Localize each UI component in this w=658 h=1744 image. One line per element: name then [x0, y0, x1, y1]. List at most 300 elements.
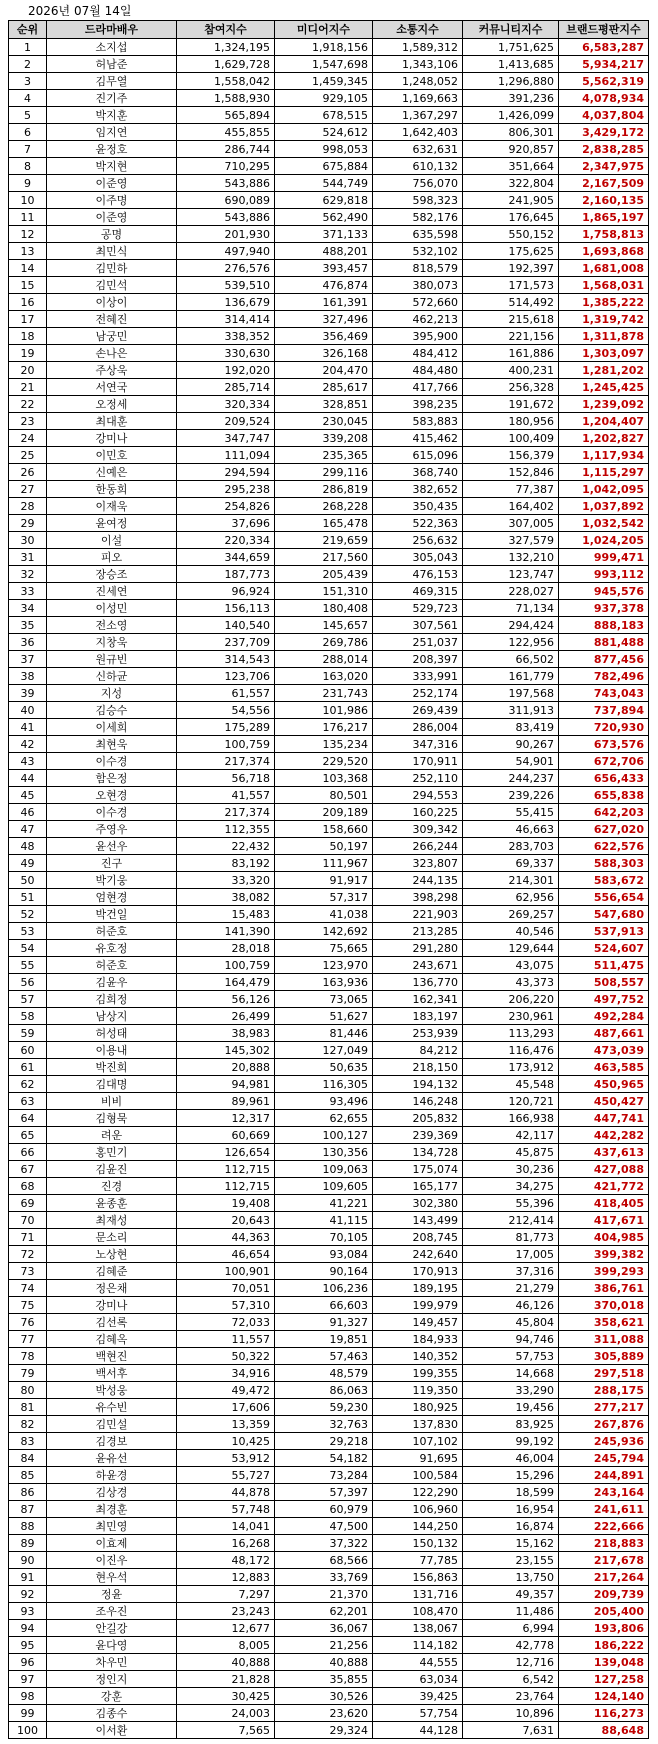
rank-cell: 20	[9, 362, 47, 379]
actor-name-cell: 김민석	[47, 277, 177, 294]
media-cell: 50,635	[275, 1059, 373, 1076]
rank-cell: 78	[9, 1348, 47, 1365]
table-row	[9, 957, 649, 974]
communication-cell: 610,132	[373, 158, 463, 175]
media-cell: 176,217	[275, 719, 373, 736]
communication-cell: 398,235	[373, 396, 463, 413]
participation-cell: 44,878	[177, 1484, 275, 1501]
table-row	[9, 226, 649, 243]
participation-cell: 710,295	[177, 158, 275, 175]
communication-cell: 184,933	[373, 1331, 463, 1348]
rank-cell: 74	[9, 1280, 47, 1297]
community-cell: 7,631	[463, 1722, 559, 1739]
media-cell: 57,317	[275, 889, 373, 906]
brand-reputation-cell: 5,562,319	[559, 73, 649, 90]
participation-cell: 15,483	[177, 906, 275, 923]
table-row	[9, 277, 649, 294]
communication-cell: 269,439	[373, 702, 463, 719]
community-cell: 920,857	[463, 141, 559, 158]
table-row	[9, 668, 649, 685]
community-cell: 171,573	[463, 277, 559, 294]
table-header-row	[9, 21, 649, 39]
actor-name-cell: 이민호	[47, 447, 177, 464]
rank-cell: 21	[9, 379, 47, 396]
communication-cell: 156,863	[373, 1569, 463, 1586]
actor-name-cell: 이설	[47, 532, 177, 549]
community-cell: 45,804	[463, 1314, 559, 1331]
brand-reputation-cell: 497,752	[559, 991, 649, 1008]
community-cell: 55,415	[463, 804, 559, 821]
brand-reputation-cell: 1,758,813	[559, 226, 649, 243]
community-cell: 550,152	[463, 226, 559, 243]
rank-cell: 95	[9, 1637, 47, 1654]
rank-cell: 75	[9, 1297, 47, 1314]
table-row	[9, 702, 649, 719]
communication-cell: 44,128	[373, 1722, 463, 1739]
table-row	[9, 260, 649, 277]
actor-name-cell: 윤다영	[47, 1637, 177, 1654]
actor-name-cell: 원규빈	[47, 651, 177, 668]
participation-cell: 56,126	[177, 991, 275, 1008]
table-row	[9, 923, 649, 940]
community-cell: 54,901	[463, 753, 559, 770]
participation-cell: 112,715	[177, 1178, 275, 1195]
rank-cell: 67	[9, 1161, 47, 1178]
communication-cell: 266,244	[373, 838, 463, 855]
media-cell: 51,627	[275, 1008, 373, 1025]
table-body	[9, 39, 649, 1739]
actor-name-cell: 피오	[47, 549, 177, 566]
table-row	[9, 1433, 649, 1450]
actor-name-cell: 박건일	[47, 906, 177, 923]
participation-cell: 20,643	[177, 1212, 275, 1229]
participation-cell: 187,773	[177, 566, 275, 583]
community-cell: 46,663	[463, 821, 559, 838]
communication-cell: 180,925	[373, 1399, 463, 1416]
actor-name-cell: 유호정	[47, 940, 177, 957]
communication-cell: 291,280	[373, 940, 463, 957]
actor-name-cell: 공명	[47, 226, 177, 243]
rank-cell: 8	[9, 158, 47, 175]
actor-name-cell: 진세연	[47, 583, 177, 600]
media-cell: 929,105	[275, 90, 373, 107]
media-cell: 285,617	[275, 379, 373, 396]
participation-cell: 201,930	[177, 226, 275, 243]
actor-name-cell: 남상지	[47, 1008, 177, 1025]
communication-cell: 131,716	[373, 1586, 463, 1603]
rank-cell: 93	[9, 1603, 47, 1620]
table-row	[9, 1705, 649, 1722]
brand-reputation-cell: 127,258	[559, 1671, 649, 1688]
communication-cell: 347,316	[373, 736, 463, 753]
communication-cell: 84,212	[373, 1042, 463, 1059]
rank-cell: 24	[9, 430, 47, 447]
brand-reputation-cell: 492,284	[559, 1008, 649, 1025]
rank-cell: 70	[9, 1212, 47, 1229]
communication-cell: 149,457	[373, 1314, 463, 1331]
media-cell: 356,469	[275, 328, 373, 345]
participation-cell: 294,594	[177, 464, 275, 481]
participation-cell: 220,334	[177, 532, 275, 549]
brand-reputation-cell: 622,576	[559, 838, 649, 855]
media-cell: 48,579	[275, 1365, 373, 1382]
rank-cell: 50	[9, 872, 47, 889]
community-cell: 322,804	[463, 175, 559, 192]
table-row	[9, 1586, 649, 1603]
brand-reputation-cell: 487,661	[559, 1025, 649, 1042]
community-cell: 34,275	[463, 1178, 559, 1195]
communication-cell: 1,642,403	[373, 124, 463, 141]
communication-cell: 199,979	[373, 1297, 463, 1314]
table-row	[9, 73, 649, 90]
actor-name-cell: 주영우	[47, 821, 177, 838]
communication-cell: 469,315	[373, 583, 463, 600]
media-cell: 135,234	[275, 736, 373, 753]
rank-cell: 77	[9, 1331, 47, 1348]
brand-reputation-cell: 437,613	[559, 1144, 649, 1161]
actor-name-cell: 엄현경	[47, 889, 177, 906]
communication-cell: 107,102	[373, 1433, 463, 1450]
actor-name-cell: 이준영	[47, 175, 177, 192]
media-cell: 151,310	[275, 583, 373, 600]
media-cell: 123,970	[275, 957, 373, 974]
rank-cell: 92	[9, 1586, 47, 1603]
brand-reputation-cell: 2,167,509	[559, 175, 649, 192]
rank-cell: 28	[9, 498, 47, 515]
brand-reputation-cell: 1,115,297	[559, 464, 649, 481]
actor-name-cell: 홍민기	[47, 1144, 177, 1161]
community-cell: 192,397	[463, 260, 559, 277]
brand-reputation-cell: 1,568,031	[559, 277, 649, 294]
communication-cell: 462,213	[373, 311, 463, 328]
media-cell: 30,526	[275, 1688, 373, 1705]
brand-reputation-cell: 937,378	[559, 600, 649, 617]
participation-cell: 12,317	[177, 1110, 275, 1127]
rank-cell: 30	[9, 532, 47, 549]
communication-cell: 302,380	[373, 1195, 463, 1212]
rank-cell: 85	[9, 1467, 47, 1484]
table-row	[9, 362, 649, 379]
media-cell: 142,692	[275, 923, 373, 940]
brand-reputation-cell: 358,621	[559, 1314, 649, 1331]
table-row	[9, 804, 649, 821]
communication-cell: 208,745	[373, 1229, 463, 1246]
media-cell: 675,884	[275, 158, 373, 175]
communication-cell: 199,355	[373, 1365, 463, 1382]
community-cell: 1,413,685	[463, 56, 559, 73]
table-row	[9, 1076, 649, 1093]
ranking-table-container	[8, 20, 648, 1739]
brand-reputation-cell: 1,865,197	[559, 209, 649, 226]
table-row	[9, 634, 649, 651]
media-cell: 393,457	[275, 260, 373, 277]
media-cell: 230,045	[275, 413, 373, 430]
media-cell: 50,197	[275, 838, 373, 855]
participation-cell: 320,334	[177, 396, 275, 413]
participation-cell: 50,322	[177, 1348, 275, 1365]
brand-reputation-cell: 193,806	[559, 1620, 649, 1637]
actor-name-cell: 정인지	[47, 1671, 177, 1688]
rank-cell: 26	[9, 464, 47, 481]
community-cell: 55,396	[463, 1195, 559, 1212]
communication-cell: 415,462	[373, 430, 463, 447]
communication-cell: 323,807	[373, 855, 463, 872]
actor-name-cell: 최대훈	[47, 413, 177, 430]
media-cell: 524,612	[275, 124, 373, 141]
participation-cell: 44,363	[177, 1229, 275, 1246]
table-row	[9, 158, 649, 175]
participation-cell: 46,654	[177, 1246, 275, 1263]
actor-name-cell: 비비	[47, 1093, 177, 1110]
rank-cell: 13	[9, 243, 47, 260]
actor-name-cell: 박지훈	[47, 107, 177, 124]
brand-reputation-cell: 673,576	[559, 736, 649, 753]
table-row	[9, 1416, 649, 1433]
community-cell: 23,155	[463, 1552, 559, 1569]
brand-reputation-cell: 547,680	[559, 906, 649, 923]
actor-name-cell: 주상욱	[47, 362, 177, 379]
table-row	[9, 498, 649, 515]
community-cell: 173,912	[463, 1059, 559, 1076]
brand-reputation-cell: 537,913	[559, 923, 649, 940]
actor-name-cell: 진기주	[47, 90, 177, 107]
media-cell: 75,665	[275, 940, 373, 957]
media-cell: 229,520	[275, 753, 373, 770]
table-row	[9, 1399, 649, 1416]
participation-cell: 8,005	[177, 1637, 275, 1654]
brand-reputation-cell: 421,772	[559, 1178, 649, 1195]
participation-cell: 237,709	[177, 634, 275, 651]
participation-cell: 100,759	[177, 957, 275, 974]
rank-cell: 1	[9, 39, 47, 56]
actor-name-cell: 윤정호	[47, 141, 177, 158]
actor-name-cell: 김경보	[47, 1433, 177, 1450]
actor-name-cell: 강훈	[47, 1688, 177, 1705]
community-cell: 18,599	[463, 1484, 559, 1501]
community-cell: 46,126	[463, 1297, 559, 1314]
community-cell: 351,664	[463, 158, 559, 175]
actor-name-cell: 허준호	[47, 957, 177, 974]
communication-cell: 170,913	[373, 1263, 463, 1280]
media-cell: 70,105	[275, 1229, 373, 1246]
participation-cell: 136,679	[177, 294, 275, 311]
actor-name-cell: 이효제	[47, 1535, 177, 1552]
media-cell: 57,397	[275, 1484, 373, 1501]
table-row	[9, 1042, 649, 1059]
rank-cell: 89	[9, 1535, 47, 1552]
community-cell: 12,716	[463, 1654, 559, 1671]
rank-cell: 82	[9, 1416, 47, 1433]
rank-cell: 10	[9, 192, 47, 209]
communication-cell: 244,135	[373, 872, 463, 889]
rank-cell: 38	[9, 668, 47, 685]
participation-cell: 217,374	[177, 804, 275, 821]
communication-cell: 136,770	[373, 974, 463, 991]
rank-cell: 72	[9, 1246, 47, 1263]
community-cell: 23,764	[463, 1688, 559, 1705]
actor-name-cell: 오정세	[47, 396, 177, 413]
rank-cell: 5	[9, 107, 47, 124]
brand-reputation-cell: 588,303	[559, 855, 649, 872]
participation-cell: 24,003	[177, 1705, 275, 1722]
media-cell: 544,749	[275, 175, 373, 192]
brand-reputation-cell: 217,264	[559, 1569, 649, 1586]
community-cell: 37,316	[463, 1263, 559, 1280]
community-cell: 62,956	[463, 889, 559, 906]
rank-cell: 19	[9, 345, 47, 362]
communication-cell: 635,598	[373, 226, 463, 243]
communication-cell: 1,169,663	[373, 90, 463, 107]
actor-name-cell: 서연국	[47, 379, 177, 396]
actor-name-cell: 김상경	[47, 1484, 177, 1501]
table-row	[9, 124, 649, 141]
media-cell: 29,324	[275, 1722, 373, 1739]
media-cell: 41,221	[275, 1195, 373, 1212]
media-cell: 158,660	[275, 821, 373, 838]
table-row	[9, 1450, 649, 1467]
table-row	[9, 1467, 649, 1484]
participation-cell: 94,981	[177, 1076, 275, 1093]
table-row	[9, 294, 649, 311]
rank-cell: 71	[9, 1229, 47, 1246]
rank-cell: 65	[9, 1127, 47, 1144]
actor-name-cell: 윤종훈	[47, 1195, 177, 1212]
rank-cell: 94	[9, 1620, 47, 1637]
community-cell: 400,231	[463, 362, 559, 379]
media-cell: 163,936	[275, 974, 373, 991]
rank-cell: 7	[9, 141, 47, 158]
table-row	[9, 1229, 649, 1246]
brand-reputation-cell: 1,042,095	[559, 481, 649, 498]
brand-reputation-cell: 881,488	[559, 634, 649, 651]
community-cell: 46,004	[463, 1450, 559, 1467]
community-cell: 166,938	[463, 1110, 559, 1127]
rank-cell: 33	[9, 583, 47, 600]
rank-cell: 46	[9, 804, 47, 821]
community-cell: 10,896	[463, 1705, 559, 1722]
media-cell: 62,655	[275, 1110, 373, 1127]
community-cell: 40,546	[463, 923, 559, 940]
community-cell: 327,579	[463, 532, 559, 549]
table-row	[9, 1501, 649, 1518]
media-cell: 328,851	[275, 396, 373, 413]
community-cell: 256,328	[463, 379, 559, 396]
brand-reputation-cell: 450,427	[559, 1093, 649, 1110]
communication-cell: 256,632	[373, 532, 463, 549]
community-cell: 83,419	[463, 719, 559, 736]
actor-name-cell: 백현진	[47, 1348, 177, 1365]
rank-cell: 34	[9, 600, 47, 617]
communication-cell: 150,132	[373, 1535, 463, 1552]
media-cell: 91,327	[275, 1314, 373, 1331]
participation-cell: 145,302	[177, 1042, 275, 1059]
rank-cell: 39	[9, 685, 47, 702]
community-cell: 307,005	[463, 515, 559, 532]
table-row	[9, 566, 649, 583]
participation-cell: 26,499	[177, 1008, 275, 1025]
communication-cell: 91,695	[373, 1450, 463, 1467]
participation-cell: 690,089	[177, 192, 275, 209]
rank-cell: 9	[9, 175, 47, 192]
actor-name-cell: 김대명	[47, 1076, 177, 1093]
actor-name-cell: 차우민	[47, 1654, 177, 1671]
communication-cell: 252,174	[373, 685, 463, 702]
table-row	[9, 583, 649, 600]
communication-cell: 138,067	[373, 1620, 463, 1637]
communication-cell: 44,555	[373, 1654, 463, 1671]
participation-cell: 455,855	[177, 124, 275, 141]
communication-cell: 106,960	[373, 1501, 463, 1518]
rank-cell: 76	[9, 1314, 47, 1331]
actor-name-cell: 신예은	[47, 464, 177, 481]
actor-name-cell: 김승수	[47, 702, 177, 719]
table-row	[9, 1535, 649, 1552]
table-row	[9, 1263, 649, 1280]
participation-cell: 30,425	[177, 1688, 275, 1705]
communication-cell: 1,343,106	[373, 56, 463, 73]
community-cell: 161,779	[463, 668, 559, 685]
communication-cell: 57,754	[373, 1705, 463, 1722]
rank-cell: 14	[9, 260, 47, 277]
actor-name-cell: 허성태	[47, 1025, 177, 1042]
participation-cell: 19,408	[177, 1195, 275, 1212]
communication-cell: 242,640	[373, 1246, 463, 1263]
media-cell: 562,490	[275, 209, 373, 226]
brand-reputation-cell: 370,018	[559, 1297, 649, 1314]
media-cell: 130,356	[275, 1144, 373, 1161]
participation-cell: 49,472	[177, 1382, 275, 1399]
participation-cell: 1,629,728	[177, 56, 275, 73]
table-row	[9, 192, 649, 209]
rank-cell: 100	[9, 1722, 47, 1739]
media-cell: 33,769	[275, 1569, 373, 1586]
media-cell: 1,918,156	[275, 39, 373, 56]
participation-cell: 55,727	[177, 1467, 275, 1484]
participation-cell: 286,744	[177, 141, 275, 158]
brand-reputation-cell: 743,043	[559, 685, 649, 702]
community-cell: 33,290	[463, 1382, 559, 1399]
community-cell: 6,542	[463, 1671, 559, 1688]
column-header-media: 미디어지수	[275, 21, 373, 39]
community-cell: 16,954	[463, 1501, 559, 1518]
participation-cell: 21,828	[177, 1671, 275, 1688]
table-row	[9, 532, 649, 549]
actor-name-cell: 최민식	[47, 243, 177, 260]
media-cell: 476,874	[275, 277, 373, 294]
brand-reputation-cell: 1,037,892	[559, 498, 649, 515]
participation-cell: 61,557	[177, 685, 275, 702]
table-row	[9, 1365, 649, 1382]
actor-name-cell: 이수경	[47, 804, 177, 821]
brand-reputation-cell: 1,311,878	[559, 328, 649, 345]
rank-cell: 12	[9, 226, 47, 243]
actor-name-cell: 이서환	[47, 1722, 177, 1739]
rank-cell: 37	[9, 651, 47, 668]
participation-cell: 60,669	[177, 1127, 275, 1144]
community-cell: 113,293	[463, 1025, 559, 1042]
communication-cell: 160,225	[373, 804, 463, 821]
media-cell: 29,218	[275, 1433, 373, 1450]
community-cell: 43,075	[463, 957, 559, 974]
table-row	[9, 1093, 649, 1110]
participation-cell: 89,961	[177, 1093, 275, 1110]
media-cell: 998,053	[275, 141, 373, 158]
column-header-community: 커뮤니티지수	[463, 21, 559, 39]
brand-reputation-cell: 404,985	[559, 1229, 649, 1246]
table-row	[9, 243, 649, 260]
community-cell: 16,874	[463, 1518, 559, 1535]
brand-reputation-cell: 1,032,542	[559, 515, 649, 532]
